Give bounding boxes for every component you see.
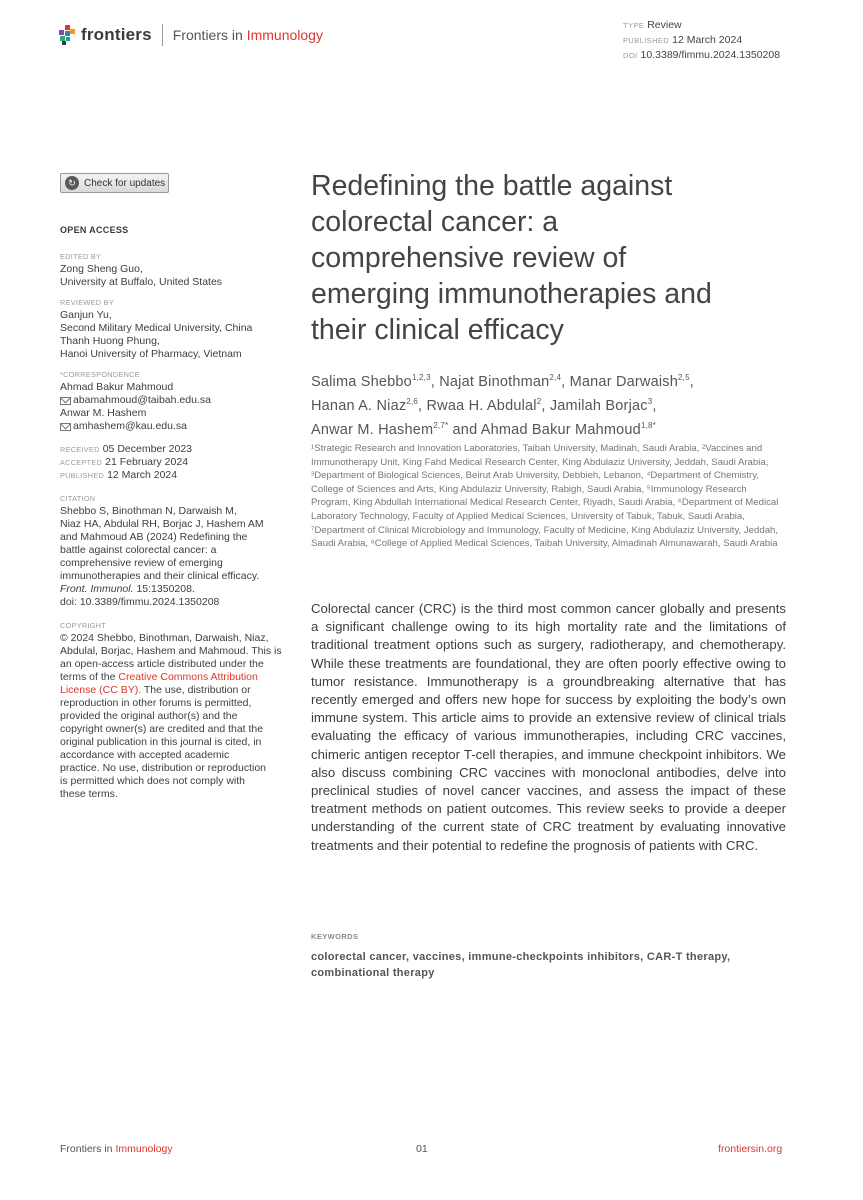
reviewer-line: Ganjun Yu, — [60, 309, 112, 321]
copyright-line: practice. No use, distribution or reproduction — [60, 762, 267, 774]
open-access-label: OPEN ACCESS — [60, 225, 129, 235]
copyright-line: © 2024 Shebbo, Binothman, Darwaish, Niaz, — [60, 632, 269, 644]
author-name[interactable]: Jamilah Borjac — [549, 397, 648, 414]
article-meta — [623, 18, 780, 63]
email-link[interactable]: amhashem@kau.edu.sa — [60, 420, 285, 433]
citation-journal: Front. Immunol. 15:1350208. — [60, 583, 195, 595]
footer-journal: Frontiers in Immunology — [60, 1143, 173, 1155]
meta-doi: DOI 10.3389/fimmu.2024.1350208 — [623, 49, 781, 61]
accepted-date: 21 February 2024 — [105, 456, 189, 468]
article-title: Redefining the battle against colorectal cancer: a comprehensive review of emerging immunotherapies and their clinical efficacy — [311, 170, 712, 346]
meta-published: PUBLISHED 12 March 2024 — [623, 34, 743, 46]
received-date: 05 December 2023 — [102, 443, 193, 455]
correspondent-name: Ahmad Bakur Mahmoud — [60, 381, 174, 393]
footer-site-link[interactable]: frontiersin.org — [718, 1143, 783, 1155]
author-name[interactable]: Hanan A. Niaz — [311, 397, 407, 414]
page-number: 01 — [416, 1143, 428, 1155]
author-name[interactable]: Rwaa H. Abdulal — [426, 397, 537, 414]
copyright-line: accordance with accepted academic — [60, 749, 230, 761]
editor-name: Zong Sheng Guo, — [60, 263, 143, 275]
update-icon: ↻ — [65, 176, 79, 190]
copyright-line: reproduction in other forums is permitted, — [60, 697, 252, 709]
author-name[interactable]: Manar Darwaish — [569, 373, 678, 390]
reviewed-by-label: REVIEWED BY — [60, 298, 114, 307]
citation-line: Niaz HA, Abdulal RH, Borjac J, Hashem AM — [60, 518, 264, 530]
logo-divider — [162, 24, 163, 46]
citation-label: CITATION — [60, 494, 96, 503]
citation-line: immunotherapies and their clinical efficacy. — [60, 570, 260, 582]
copyright-line: Abdulal, Borjac, Hashem and Mahmoud. This is — [60, 645, 282, 657]
journal-name: Frontiers in Immunology — [172, 27, 323, 43]
envelope-icon — [60, 397, 71, 405]
frontiers-logo-icon — [58, 25, 76, 45]
copyright-line: an open-access article distributed under the — [60, 658, 264, 670]
editor-affiliation: University at Buffalo, United States — [60, 276, 223, 288]
abstract: Colorectal cancer (CRC) is the third most common cancer globally and presents a significant challenge owing to its high mortality rate and the limitations of traditional treatment options such as surgery, radiotherapy, and chemotherapy. While these treatments are foundational, they are often poorly effective owing to tumor resistance. Immunotherapy is a groundbreaking alternative that has recently emerged and offers new hope for success by exploiting the body’s own immune system. This article aims to provide an extensive review of clinical trials evaluating the efficacy of various immunotherapies, including CRC vaccines, chimeric antigen receptor T-cell therapies, and immune checkpoint inhibitors. We also discuss combining CRC vaccines with monoclonal antibodies, delve into preclinical studies of novel cancer vaccines, and assess the impact of these treatment methods on patient outcomes. This review seeks to provide a deeper understanding of the current state of CRC treatment by evaluating innovative treatments and their potential to redefine the prognosis of patients with CRC. — [311, 601, 786, 853]
edited-by-label: EDITED BY — [60, 252, 102, 261]
copyright-line: copyright owner(s) are credited and that the — [60, 723, 264, 735]
reviewer-line: Hanoi University of Pharmacy, Vietnam — [60, 348, 242, 360]
copyright-line: License (CC BY). The use, distribution or — [60, 684, 251, 696]
affiliations: ¹Strategic Research and Innovation Laboratories, Taibah University, Madinah, Saudi Arabia, ²Vaccines and Immunotherapy Unit, King Fahd Medical Research Center, King Abdulaziz University, Jeddah, Saudi Arabia, ³Department of Biological Sciences, Beirut Arab University, Debbieh, Lebanon, ⁴Department of Chemistry, College of Sciences and Arts, King Abdulaziz University, Rabigh, Saudi Arabia, ⁵Immunology Research Program, King Abdullah International Medical Research Center, Riyadh, Saudi Arabia, ⁶Department of Medical Laboratory Technology, Faculty of Applied Medical Sciences, University of Tabuk, Tabuk, Saudi Arabia, ⁷Department of Clinical Microbiology and Immunology, Faculty of Medicine, King Abdulaziz University, Jeddah, Saudi Arabia, ⁸College of Applied Medical Sciences, Taibah University, Almadinah Almunawarah, Saudi Arabia — [311, 443, 779, 550]
check-for-updates-button[interactable] — [60, 173, 169, 193]
frontiers-logo[interactable] — [58, 24, 323, 46]
sidebar — [60, 224, 285, 801]
brand-name: frontiers — [81, 25, 152, 44]
copyright-line: is permitted which does not comply with — [60, 775, 245, 787]
author-list: Salima Shebbo$^{1,2,3}$, Najat Binothman$^{2,4}$, Manar Darwaish$^{2,5}$, Hanan A. Niaz$^{2,6}$, Rwaa H. Abdulal$^2$, Jamilah Borjac$^3$, Anwar M. Hashem$^{2,7*}$ and Ahmad Bakur Mahmoud$^{1,8*}$ — [311, 373, 694, 438]
cc-license-link[interactable]: License (CC BY). — [60, 684, 142, 696]
citation-line: Shebbo S, Binothman N, Darwaish M, — [60, 505, 237, 517]
correspondence-label: *CORRESPONDENCE — [60, 370, 140, 379]
citation-line: comprehensive review of emerging — [60, 557, 223, 569]
citation-line: and Mahmoud AB (2024) Redefining the — [60, 531, 248, 543]
article-dates: RECEIVED 05 December 2023 ACCEPTED 21 February 2024 PUBLISHED 12 March 2024 — [60, 443, 193, 481]
copyright-line: original publication in this journal is cited, in — [60, 736, 262, 748]
reviewer-line: Second Military Medical University, China — [60, 322, 253, 334]
copyright-line: these terms. — [60, 788, 118, 800]
meta-type: TYPE Review — [623, 19, 682, 31]
published-date: 12 March 2024 — [107, 469, 178, 481]
keywords-label: KEYWORDS — [311, 932, 359, 941]
author-name[interactable]: Anwar M. Hashem — [311, 421, 434, 438]
author-name[interactable]: Ahmad Bakur Mahmoud — [480, 421, 641, 438]
correspondent-name: Anwar M. Hashem — [60, 407, 147, 419]
author-name[interactable]: Salima Shebbo — [311, 373, 412, 390]
citation-doi: doi: 10.3389/fimmu.2024.1350208 — [60, 596, 220, 608]
email-link[interactable]: abamahmoud@taibah.edu.sa — [60, 394, 285, 407]
copyright-label: COPYRIGHT — [60, 621, 107, 630]
cc-license-link[interactable]: Creative Commons Attribution — [118, 671, 258, 683]
copyright-line: provided the original author(s) and the — [60, 710, 238, 722]
author-name[interactable]: Najat Binothman — [439, 373, 550, 390]
keywords: colorectal cancer, vaccines, immune-checkpoints inhibitors, CAR-T therapy, combinational therapy — [311, 951, 731, 979]
check-for-updates-label: Check for updates — [84, 177, 166, 189]
reviewer-line: Thanh Huong Phung, — [60, 335, 160, 347]
citation-line: battle against colorectal cancer: a — [60, 544, 217, 556]
envelope-icon — [60, 423, 71, 431]
copyright-line: terms of the Creative Commons Attribution — [60, 671, 258, 683]
